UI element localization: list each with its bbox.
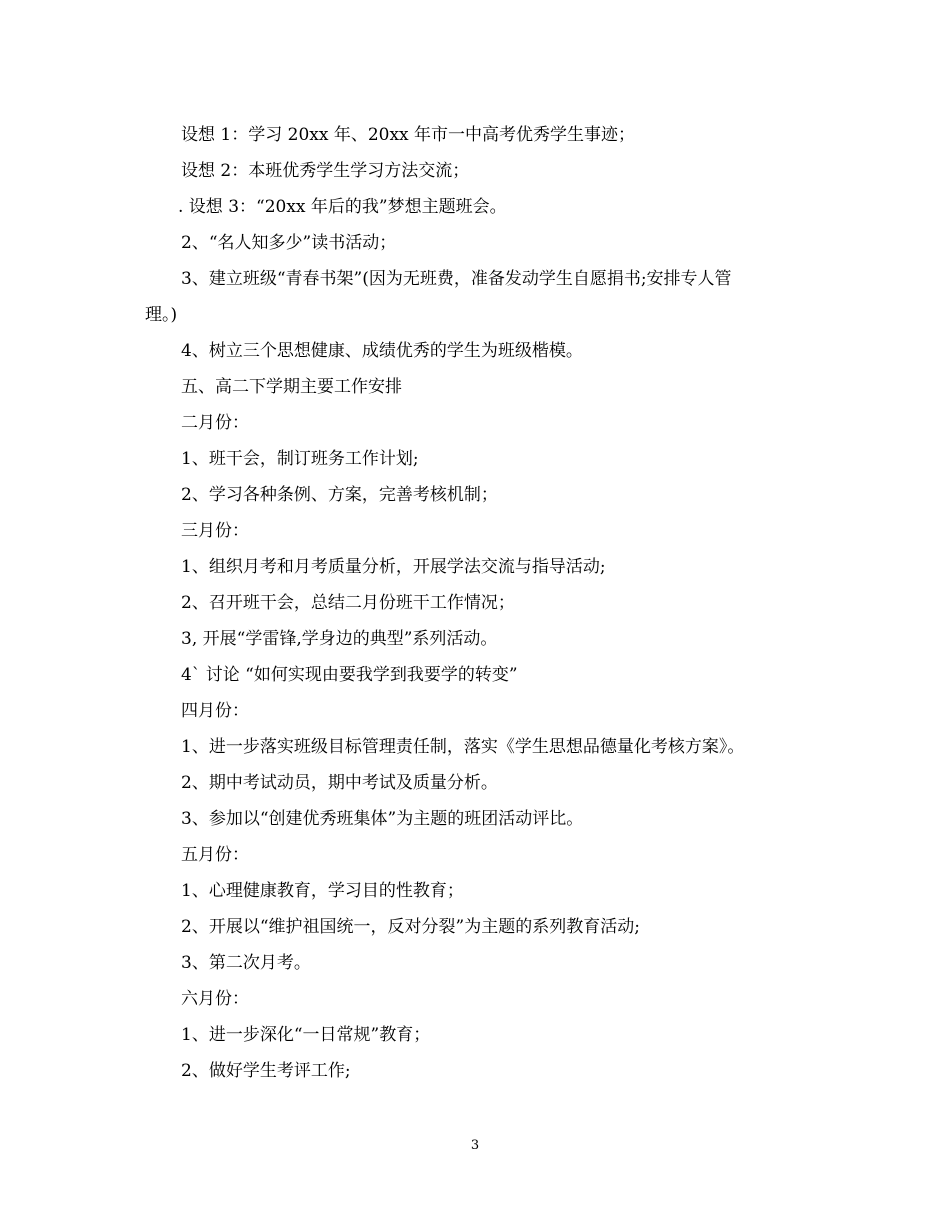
list-item: 2、期中考试动员，期中考试及质量分析。 bbox=[181, 773, 498, 793]
page-number: 3 bbox=[470, 1138, 480, 1153]
month-heading: 三月份： bbox=[181, 521, 249, 541]
list-item: 3、第二次月考。 bbox=[181, 953, 311, 973]
list-item: 1、组织月考和月考质量分析，开展学法交流与指导活动; bbox=[181, 557, 606, 577]
month-heading: 五月份： bbox=[181, 845, 249, 865]
month-heading: 六月份： bbox=[181, 989, 249, 1009]
list-item: 2、召开班干会，总结二月份班干工作情况； bbox=[181, 593, 515, 613]
list-item: 3、参加以“创建优秀班集体”为主题的班团活动评比。 bbox=[181, 809, 584, 829]
list-item: 4` 讨论 “如何实现由要我学到我要学的转变” bbox=[181, 665, 518, 685]
list-item: 3, 开展“学雷锋,学身边的典型”系列活动。 bbox=[181, 629, 498, 649]
paragraph-line: 设想 1：学习 20xx 年、20xx 年市一中高考优秀学生事迹； bbox=[181, 125, 636, 145]
month-heading: 二月份： bbox=[181, 413, 249, 433]
list-item: 1、班干会，制订班务工作计划; bbox=[181, 449, 419, 469]
section-heading: 五、高二下学期主要工作安排 bbox=[181, 377, 402, 397]
list-item: 2、开展以“维护祖国统一，反对分裂”为主题的系列教育活动; bbox=[181, 917, 640, 937]
document-body bbox=[145, 117, 795, 1089]
list-item: 2、做好学生考评工作; bbox=[181, 1061, 351, 1081]
paragraph-line: 4、树立三个思想健康、成绩优秀的学生为班级楷模。 bbox=[181, 341, 583, 361]
paragraph-line-continuation: 理。) bbox=[145, 305, 178, 325]
paragraph-line: . 设想 3：“20xx 年后的我”梦想主题班会。 bbox=[178, 197, 507, 217]
list-item: 1、进一步深化“一日常规”教育； bbox=[181, 1025, 431, 1045]
month-heading: 四月份： bbox=[181, 701, 249, 721]
list-item: 1、心理健康教育，学习目的性教育； bbox=[181, 881, 464, 901]
paragraph-line: 2、“名人知多少”读书活动； bbox=[181, 233, 397, 253]
list-item: 2、学习各种条例、方案，完善考核机制； bbox=[181, 485, 498, 505]
paragraph-line: 设想 2：本班优秀学生学习方法交流； bbox=[181, 161, 470, 181]
list-item: 1、进一步落实班级目标管理责任制，落实《学生思想品德量化考核方案》。 bbox=[181, 737, 745, 757]
paragraph-line: 3、建立班级“青春书架”(因为无班费，准备发动学生自愿捐书;安排专人管 bbox=[181, 269, 732, 289]
